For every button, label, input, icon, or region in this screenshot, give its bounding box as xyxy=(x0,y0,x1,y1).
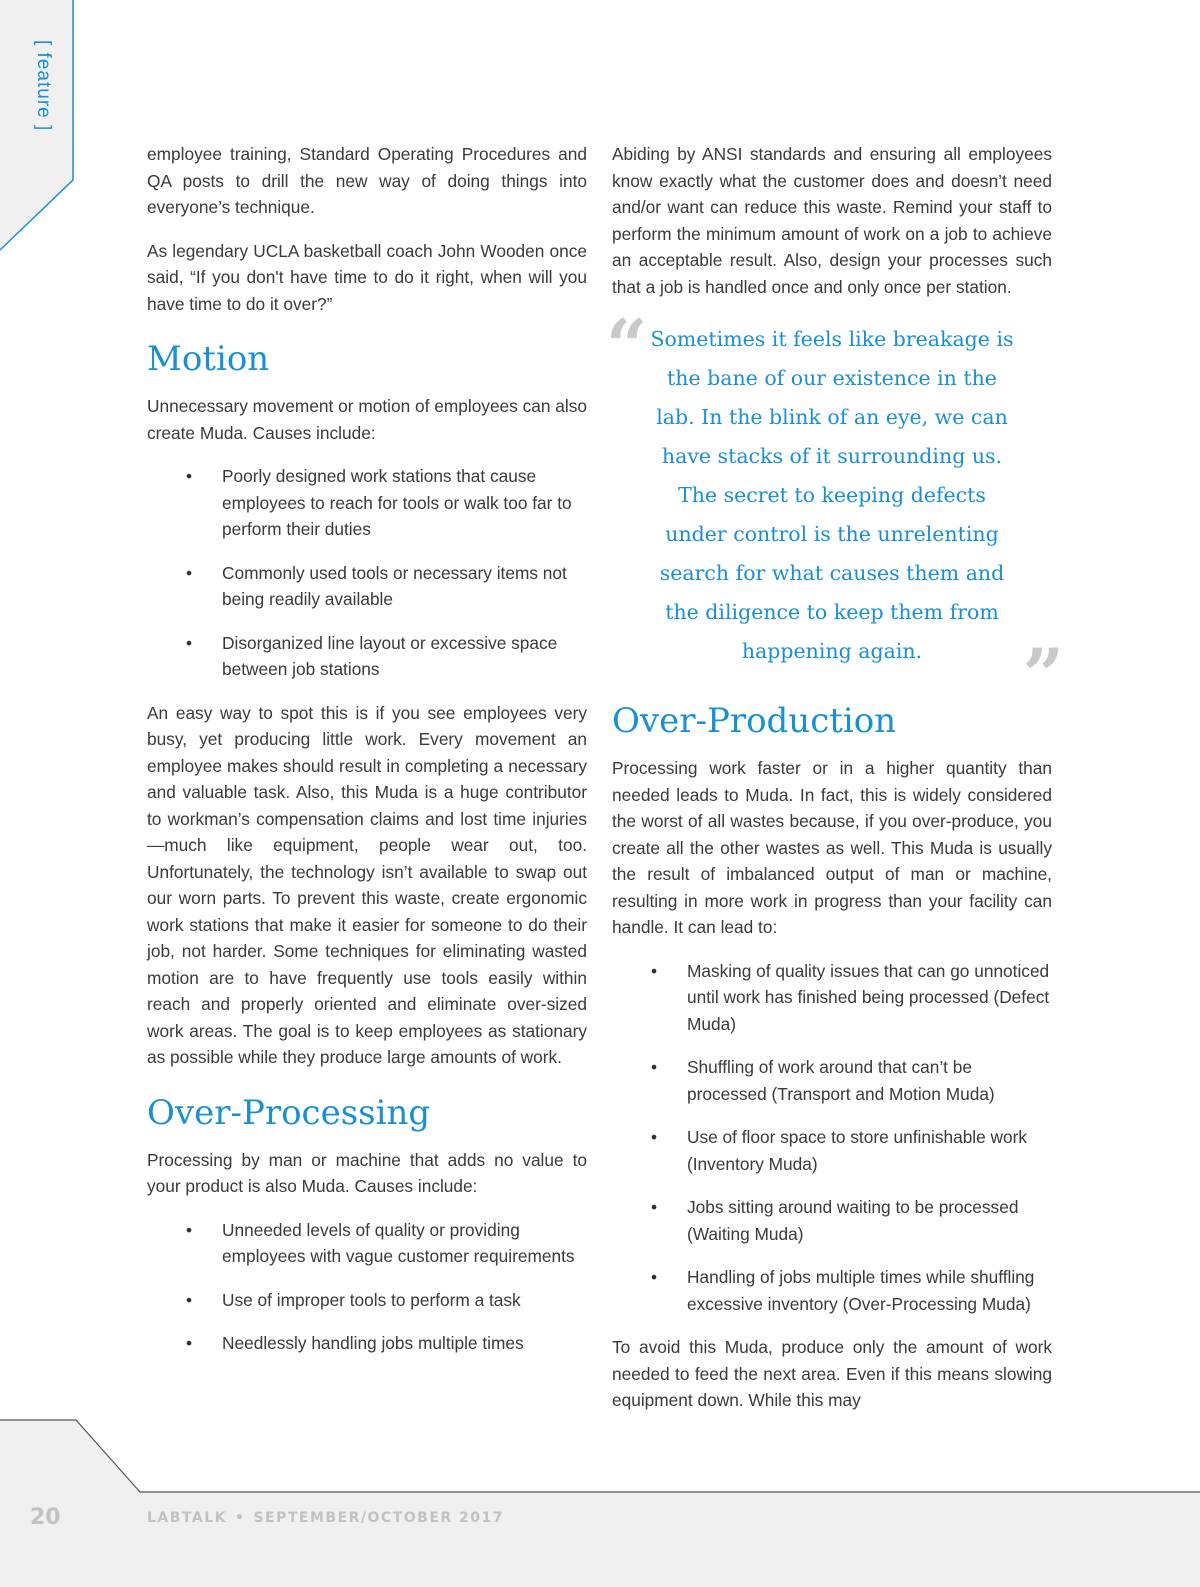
bullet-icon: • xyxy=(186,466,193,486)
section-tag: [ feature ] xyxy=(33,40,54,132)
motion-body: An easy way to spot this is if you see employees very busy, yet producing little work. Every movement an employee makes should result in completing a necessary and valuable task. Also, this Muda is a huge contributor to workman’s compensation claims and lost time injuries—much like equipment, people wear out, too. Unfortunately, the technology isn’t available to swap out our worn parts. To prevent this waste, create ergonomic work stations that make it easier for someone to do their job, not harder. Some techniques for eliminating wasted motion are to have frequently use tools easily within reach and properly oriented and eliminate over-sized work areas. The goal is to keep employees as stationary as possible while they produce large amounts of work. xyxy=(147,702,587,1067)
list-item: • Disorganized line layout or excessive space between job stations xyxy=(222,630,587,683)
bullet-icon: • xyxy=(186,1333,193,1353)
list-item: • Poorly designed work stations that cause employees to reach for tools or walk too far to perform their duties xyxy=(222,463,587,543)
bullet-icon: • xyxy=(186,1219,193,1240)
footer-panel-edge xyxy=(0,1420,1200,1492)
wooden-quote-paragraph: As legendary UCLA basketball coach John Wooden once said, “If you don't have time to do it right, when will you have time to do it over?” xyxy=(147,240,587,314)
over-production-effects-list xyxy=(612,958,1052,1318)
publication-name: LABTALK xyxy=(147,1510,227,1526)
open-quote-icon: “ xyxy=(606,303,648,388)
footer-separator: • xyxy=(235,1510,246,1526)
over-production-closing: To avoid this Muda, produce only the amount of work needed to feed the next area. Even if this means slowing equipment down. While this may xyxy=(612,1337,1052,1410)
list-item: • Needlessly handling jobs multiple times xyxy=(222,1330,587,1357)
motion-causes-list xyxy=(147,463,587,683)
list-item: • Use of improper tools to perform a task xyxy=(222,1287,587,1314)
footer-publication-line xyxy=(147,1510,504,1526)
ansi-paragraph: Abiding by ANSI standards and ensuring all employees know exactly what the customer does and doesn’t need and/or want can reduce this waste. Remind your staff to perform the minimum amount of work on a job to achieve an acceptable result. Also, design your processes such that a job is handled once and only once per station. xyxy=(612,144,1052,297)
motion-heading: Motion xyxy=(147,339,270,379)
over-processing-causes-list xyxy=(147,1217,587,1357)
bullet-icon: • xyxy=(186,1289,193,1310)
intro-paragraph: employee training, Standard Operating Procedures and QA posts to drill the new way of doing things into everyone’s technique. xyxy=(147,144,587,217)
over-production-heading: Over-Production xyxy=(612,701,897,741)
left-column xyxy=(147,141,587,1374)
right-column xyxy=(606,141,1064,1431)
list-item: • Unneeded levels of quality or providing employees with vague customer requirements xyxy=(222,1217,587,1270)
bullet-icon: • xyxy=(651,1057,658,1077)
over-processing-intro: Processing by man or machine that adds no value to your product is also Muda. Causes include: xyxy=(147,1149,587,1196)
list-item: • Commonly used tools or necessary items not being readily available xyxy=(222,560,587,613)
pull-quote-text: Sometimes it feels like breakage is the bane of our existence in the lab. In the blink of an eye, we can have stacks of it surrounding us. The secret to keeping defects under control is the unrelenting search for what causes them and the diligence to keep them from happening again. xyxy=(650,327,1014,663)
bullet-icon: • xyxy=(186,562,193,583)
over-processing-heading: Over-Processing xyxy=(147,1092,431,1133)
motion-intro: Unnecessary movement or motion of employees can also create Muda. Causes include: xyxy=(147,396,587,443)
list-item: • Masking of quality issues that can go unnoticed until work has finished being processed (Defect Muda) xyxy=(687,958,1052,1038)
pull-quote xyxy=(606,303,1064,717)
list-item: • Handling of jobs multiple times while shuffling excessive inventory (Over-Processing Muda) xyxy=(687,1264,1052,1317)
bullet-icon: • xyxy=(651,1267,658,1287)
over-production-intro: Processing work faster or in a higher quantity than needed leads to Muda. In fact, this is widely considered the worst of all wastes because, if you over-produce, you create all the other wastes as well. This Muda is usually the result of imbalanced output of man or machine, resulting in more work in progress than your facility can handle. It can lead to: xyxy=(612,758,1052,937)
footer-panel xyxy=(0,1420,1200,1587)
bullet-icon: • xyxy=(651,1197,658,1217)
bullet-icon: • xyxy=(186,632,193,653)
list-item: • Shuffling of work around that can’t be processed (Transport and Motion Muda) xyxy=(687,1054,1052,1107)
list-item: • Jobs sitting around waiting to be processed (Waiting Muda) xyxy=(687,1194,1052,1247)
page-number: 20 xyxy=(30,1505,61,1530)
issue-date: SEPTEMBER/OCTOBER 2017 xyxy=(253,1510,505,1526)
bullet-icon: • xyxy=(651,960,658,981)
list-item: • Use of floor space to store unfinishable work (Inventory Muda) xyxy=(687,1124,1052,1177)
bullet-icon: • xyxy=(651,1127,658,1147)
close-quote-icon: ” xyxy=(1022,632,1064,717)
